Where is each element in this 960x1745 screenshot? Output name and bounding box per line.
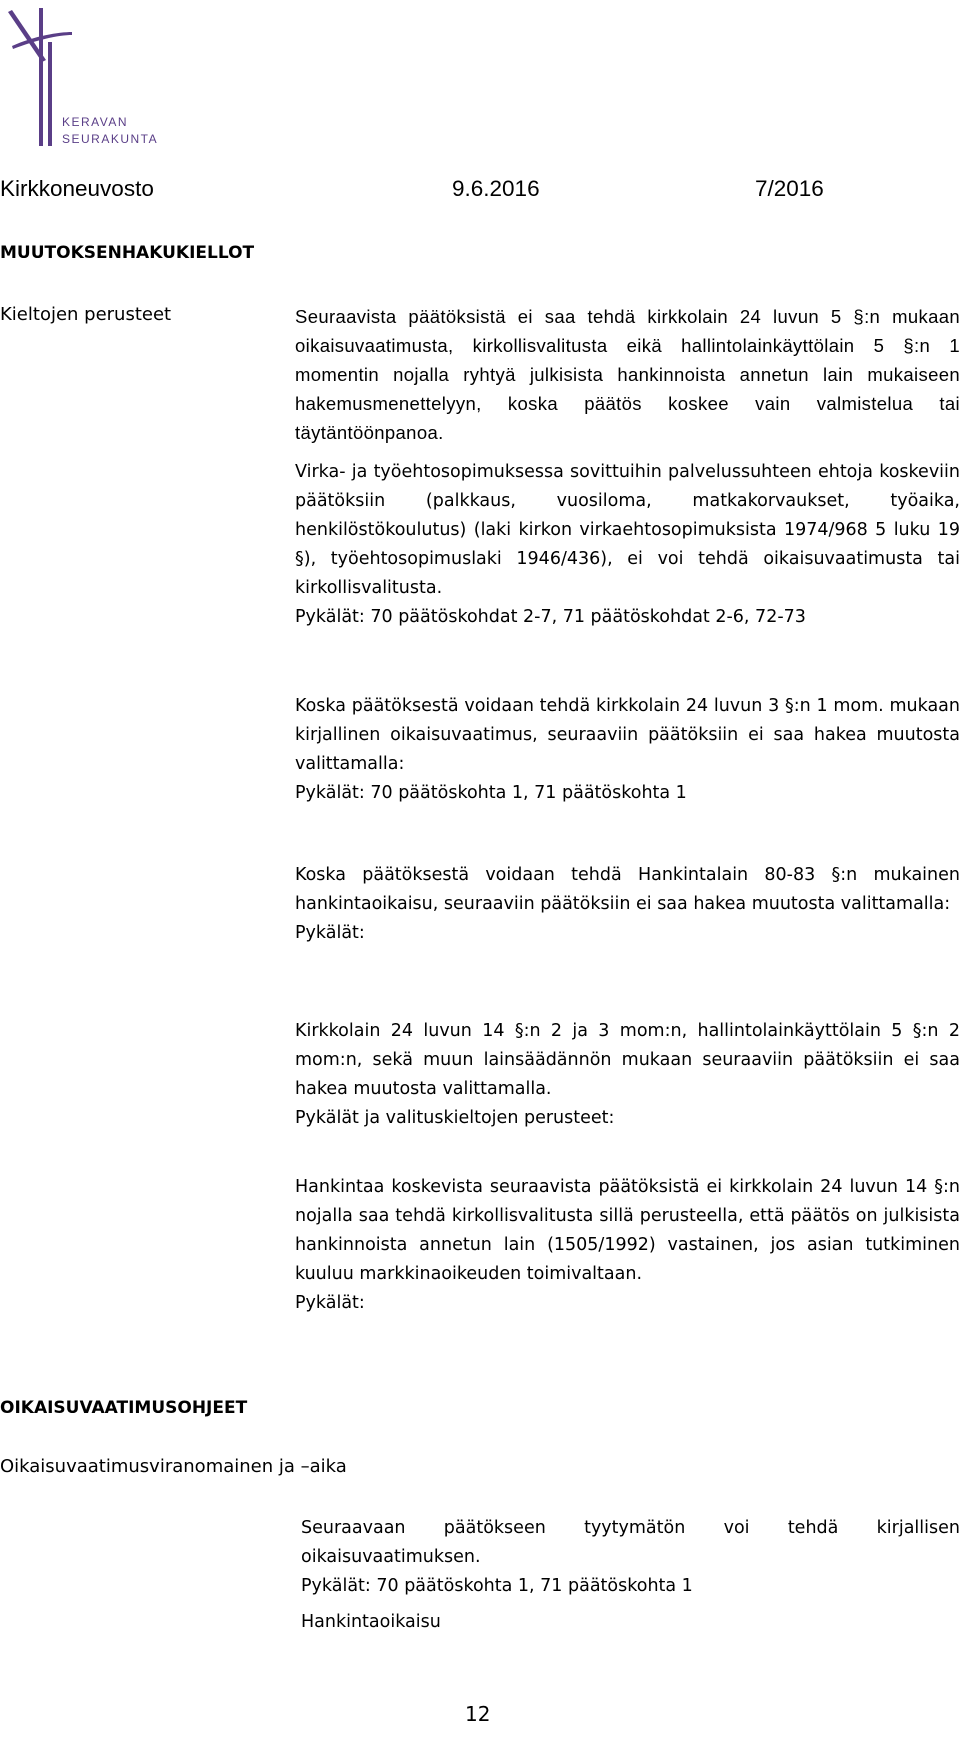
paragraph-6-text: Hankintaa koskevista seuraavista päätöksistä ei kirkkolain 24 luvun 14 §:n nojalla saa tehdä kirkollisvalitusta sillä perusteella, että päätös on julkisista hankinnoista annetun lain (1505/1992) vastainen, jos asian tutkiminen kuuluu markkinaoikeuden toimivaltaan. bbox=[295, 1177, 960, 1284]
paragraph-3-text: Koska päätöksestä voidaan tehdä kirkkolain 24 luvun 3 §:n 1 mom. mukaan kirjallinen oikaisuvaatimus, seuraaviin päätöksiin ei saa hakea muutosta valittamalla: bbox=[295, 696, 960, 774]
paragraph-3-reference: Pykälät: 70 päätöskohta 1, 71 päätöskohta 1 bbox=[295, 783, 687, 803]
section-heading-muutoksenhakukiellot: MUUTOKSENHAKUKIELLOT bbox=[0, 243, 255, 263]
paragraph-7 bbox=[301, 1514, 960, 1601]
paragraph-1-text: Seuraavista päätöksistä ei saa tehdä kirkkolain 24 luvun 5 §:n mukaan oikaisuvaatimusta, kirkollisvalitusta eikä hallintolainkäyttölain 5 §:n 1 momentin nojalla ryhtyä julkisista hankinnoista annetun lain mukaiseen hakemusmenettelyyn, koska päätös koskee vain valmistelua tai täytäntöönpanoa. bbox=[295, 306, 960, 443]
side-label-kieltojen-perusteet: Kieltojen perusteet bbox=[0, 304, 172, 325]
paragraph-7-reference: Pykälät: 70 päätöskohta 1, 71 päätöskohta 1 bbox=[301, 1576, 693, 1596]
paragraph-1 bbox=[295, 302, 960, 447]
document-header bbox=[0, 176, 960, 206]
logo-text-line2: SEURAKUNTA bbox=[62, 132, 159, 146]
section-heading-oikaisuvaatimusohjeet: OIKAISUVAATIMUSOHJEET bbox=[0, 1398, 248, 1418]
logo-text-line1: KERAVAN bbox=[62, 115, 129, 129]
header-number: 7/2016 bbox=[755, 176, 824, 201]
paragraph-4-reference: Pykälät: bbox=[295, 923, 365, 943]
paragraph-6-reference: Pykälät: bbox=[295, 1293, 365, 1313]
paragraph-5-text: Kirkkolain 24 luvun 14 §:n 2 ja 3 mom:n, hallintolainkäyttölain 5 §:n 2 mom:n, sekä muun lainsäädännön mukaan seuraaviin päätöksiin ei saa hakea muutosta valittamalla. bbox=[295, 1021, 960, 1099]
paragraph-2 bbox=[295, 458, 960, 632]
side-label-viranomainen: Oikaisuvaatimusviranomainen ja –aika bbox=[0, 1456, 347, 1477]
paragraph-4 bbox=[295, 861, 960, 948]
paragraph-8-text: Hankintaoikaisu bbox=[301, 1612, 441, 1632]
paragraph-6 bbox=[295, 1173, 960, 1318]
paragraph-2-reference: Pykälät: 70 päätöskohdat 2-7, 71 päätöskohdat 2-6, 72-73 bbox=[295, 607, 806, 627]
paragraph-3 bbox=[295, 692, 960, 808]
header-body: Kirkkoneuvosto bbox=[0, 176, 154, 201]
header-date: 9.6.2016 bbox=[452, 176, 540, 201]
paragraph-7-text: Seuraavaan päätökseen tyytymätön voi tehdä kirjallisen oikaisuvaatimuksen. bbox=[301, 1518, 960, 1567]
paragraph-5-reference: Pykälät ja valituskieltojen perusteet: bbox=[295, 1108, 615, 1128]
paragraph-8 bbox=[301, 1608, 960, 1637]
page-number: 12 bbox=[465, 1702, 491, 1726]
paragraph-4-text: Koska päätöksestä voidaan tehdä Hankintalain 80-83 §:n mukainen hankintaoikaisu, seuraaviin päätöksiin ei saa hakea muutosta valittamalla: bbox=[295, 865, 960, 914]
paragraph-5 bbox=[295, 1017, 960, 1133]
paragraph-2-text: Virka- ja työehtosopimuksessa sovittuihin palvelussuhteen ehtoja koskeviin päätöksiin (palkkaus, vuosiloma, matkakorvaukset, työaika, henkilöstökoulutus) (laki kirkon virkaehtosopimuksista 1974/968 5 luku 19 §), työehtosopimuslaki 1946/436), ei voi tehdä oikaisuvaatimusta tai kirkollisvalitusta. bbox=[295, 462, 960, 598]
